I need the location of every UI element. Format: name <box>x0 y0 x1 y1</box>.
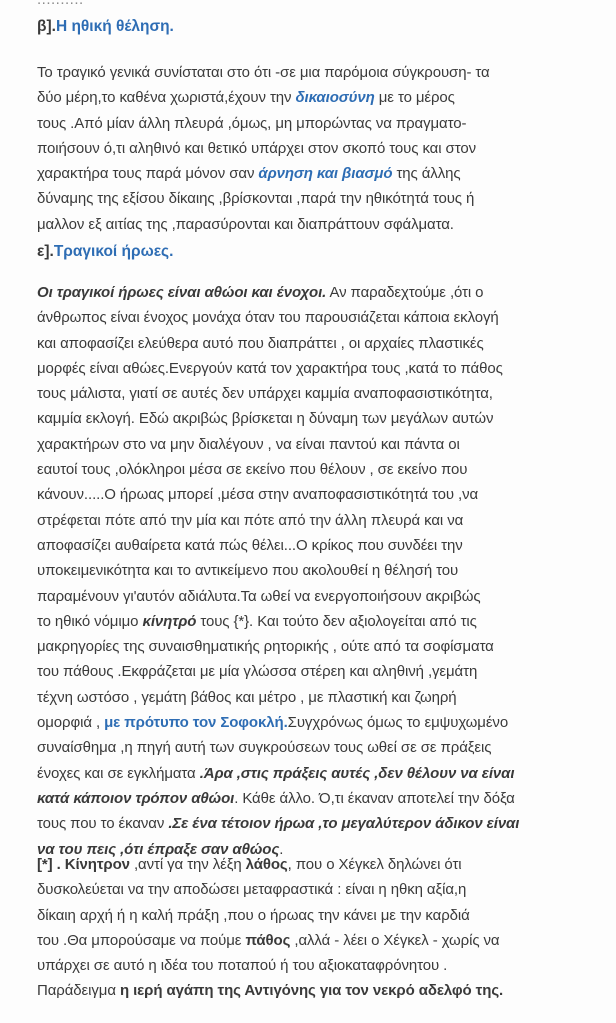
text-line <box>37 212 602 237</box>
emphasized-text: .Άρα ,στις πράξεις αυτές ,δεν θέλουν να είναι <box>199 764 515 782</box>
emphasized-text: δικαιοσύνη <box>295 89 375 107</box>
section-label: β]. <box>37 18 56 35</box>
text-line <box>37 928 602 953</box>
text-run: ,αλλά - λέει ο Χέγκελ - χωρίς να <box>290 931 500 949</box>
text-line <box>37 280 602 305</box>
text-line <box>37 406 602 431</box>
text-line <box>37 634 602 659</box>
text-run: μορφές είναι αθώες.Ενεργούν κατά τον χαρακτήρα τους ,κατά το πάθος <box>37 359 503 377</box>
text-line <box>37 710 602 735</box>
text-line <box>37 903 602 928</box>
text-run: κάνουν.....Ο ήρωας μπορεί ,μέσα στην αναποφασιστικότητά του ,να <box>37 486 479 504</box>
text-line <box>37 508 602 533</box>
text-line <box>37 953 602 978</box>
text-run: , που ο Χέγκελ δηλώνει ότι <box>287 856 462 873</box>
paragraph-ethical-will <box>37 60 602 237</box>
text-line <box>37 60 602 85</box>
emphasized-text: άρνηση και βιασμό <box>258 165 393 183</box>
text-run: Το τραγικό γενικά συνίσταται στο ότι -σε μια παρόμοια σύγκρουση- τα <box>37 64 490 81</box>
text-run: δίκαιη αρχή ή η καλή πράξη ,που ο ήρωας την κάνει με την καρδιά <box>37 906 470 924</box>
section-title: Τραγικοί ήρωες. <box>53 243 174 260</box>
text-run: καμμία εκλογή. Εδώ ακριβώς βρίσκεται η δύναμη των μεγάλων αυτών <box>37 410 494 428</box>
text-run: χαρακτήρα τους παρά μόνον σαν <box>37 165 259 183</box>
text-line <box>37 659 602 684</box>
text-line <box>37 356 602 381</box>
section-label: ε]. <box>37 243 54 260</box>
text-run: τέχνη ωστόσο , γεμάτη βάθος και μέτρο , με πλαστική και ζωηρή <box>37 688 457 706</box>
text-run: Συγχρόνως όμως το εμψυχωμένο <box>287 714 509 732</box>
cut-off-top-line <box>37 0 84 8</box>
text-run: και αποφασίζει ελεύθερα αυτό που διαπράττει , οι αρχαίες πλαστικές <box>37 334 484 352</box>
text-run: δυσκολεύεται να την αποδώσει μεταφραστικά : είναι η ηθκη αξία,η <box>37 881 467 899</box>
text-line <box>37 331 602 356</box>
text-line <box>37 482 602 507</box>
text-run: μαλλον εξ αιτίας της ,παρασύρονται και διαπράττουν σφάλματα. <box>37 215 454 233</box>
text-line <box>37 186 602 211</box>
text-run: υπάρχει σε αυτό η ιδέα του ποταπού ή του αξιοκαταφρόνητου . <box>37 957 448 975</box>
text-run: αποφασίζει αυθαίρετα κατά πώς θέλει...Ο κρίκος που συνδέει την <box>37 536 463 554</box>
text-line <box>37 811 602 836</box>
section-heading-b <box>37 18 174 36</box>
paragraph-tragic-heroes <box>37 280 602 862</box>
text-line <box>37 381 602 406</box>
text-run: άνθρωπος είναι ένοχος μονάχα όταν του παρουσιάζεται κάποια εκλογή <box>37 309 499 327</box>
text-run: υποκειμενικότητα και το αντικείμενο που ακολουθεί η θέλησή του <box>37 562 459 580</box>
emphasized-text: να του πεις ,ότι έπραξε σαν αθώος <box>37 840 280 858</box>
text-run: με το μέρος <box>374 89 455 107</box>
text-line <box>37 85 602 110</box>
text-line <box>37 558 602 583</box>
text-run: δύο μέρη,το καθένα χωριστά,έχουν την <box>37 89 296 107</box>
text-line <box>37 877 602 902</box>
text-run: του .Θα μπορούσαμε να πούμε <box>37 931 246 949</box>
text-line <box>37 735 602 760</box>
text-line <box>37 978 602 1003</box>
text-run: ομορφιά , <box>37 714 105 732</box>
text-run: . Κάθε άλλο. Ό,τι έκαναν αποτελεί την δόξα <box>234 789 515 807</box>
text-line <box>37 533 602 558</box>
text-line <box>37 111 602 136</box>
emphasized-text: [*] . Κίνητρον <box>37 856 130 873</box>
text-line <box>37 457 602 482</box>
footnote <box>37 852 602 1004</box>
text-run: χαρακτήρων στο να μην διαλέγουν , να είναι παντού και πάντα οι <box>37 435 460 453</box>
text-run: . <box>279 840 284 858</box>
text-line <box>37 786 602 811</box>
text-run: συναίσθημα ,η πηγή αυτή των συγκρούσεων τους ωθεί σε σε πράξεις <box>37 739 492 757</box>
text-run: Αν παραδεχτούμε ,ότι ο <box>326 284 484 301</box>
text-line <box>37 161 602 186</box>
text-run: της άλλης <box>392 165 461 183</box>
emphasized-text: πάθος <box>245 931 291 949</box>
text-run: μακρηγορίες της συναισθηματικής ρητορικής , ούτε από τα σοφίσματα <box>37 638 494 656</box>
text-run: ποιήσουν ό,τι αληθινό και θετικό υπάρχει στον σκοπό τους και στον <box>37 139 476 157</box>
emphasized-text: Οι τραγικοί ήρωες είναι αθώοι και ένοχοι. <box>37 284 327 301</box>
text-line <box>37 761 602 786</box>
text-run: ένοχες και σε εγκλήματα <box>37 764 200 782</box>
emphasized-text: κίνητρό <box>142 612 197 630</box>
text-run: Παράδειγμα <box>37 982 120 1000</box>
text-run: ,αντί γα την λέξη <box>129 856 246 873</box>
text-run: του πάθους .Εκφράζεται με μία γλώσσα στέρεη και αληθινή ,γεμάτη <box>37 663 478 681</box>
text-run: δύναμης της εξίσου δίκαιης ,βρίσκονται ,παρά την ηθικότητά τους ή <box>37 190 475 208</box>
text-run: εαυτοί τους ,ολόκληροι μέσα σε εκείνο που θέλουν , σε εκείνο που <box>37 461 468 479</box>
emphasized-text: η ιερή αγάπη της Αντιγόνης για τον νεκρό αδελφό της. <box>119 982 504 1000</box>
text-line <box>37 685 602 710</box>
emphasized-text: με πρότυπο τον Σοφοκλή. <box>104 714 288 732</box>
text-run: στρέφεται πότε από την μία και πότε από την άλλη πλευρά και να <box>37 511 464 529</box>
emphasized-text: κατά κάποιον τρόπον αθώοι <box>37 789 235 807</box>
section-title: Η ηθική θέληση. <box>55 18 174 35</box>
text-line <box>37 609 602 634</box>
text-line <box>37 305 602 330</box>
emphasized-text: .Σε ένα τέτοιον ήρωα ,το μεγαλύτερον άδικον είναι <box>168 815 520 833</box>
text-run: τους .Από μίαν άλλη πλευρά ,όμως, μη μπορώντας να πραγματο- <box>37 114 467 132</box>
text-line <box>37 432 602 457</box>
text-run: παραμένουν γι'αυτόν αδιάλυτα.Τα ωθεί να ενεργοποιήσουν ακριβώς <box>37 587 481 605</box>
section-heading-e <box>37 243 173 261</box>
text-run: τους μάλιστα, γιατί σε αυτές δεν υπάρχει καμμία αναποφασιστικότητα, <box>37 385 493 403</box>
text-line <box>37 852 602 877</box>
text-line <box>37 584 602 609</box>
emphasized-text: λάθος <box>245 856 288 873</box>
text-run: το ηθικό νόμιμο <box>37 612 143 630</box>
text-run: τους {*}. Και τούτο δεν αξιολογείται από τις <box>196 612 477 630</box>
text-line <box>37 136 602 161</box>
text-run: τους που το έκαναν <box>37 815 169 833</box>
